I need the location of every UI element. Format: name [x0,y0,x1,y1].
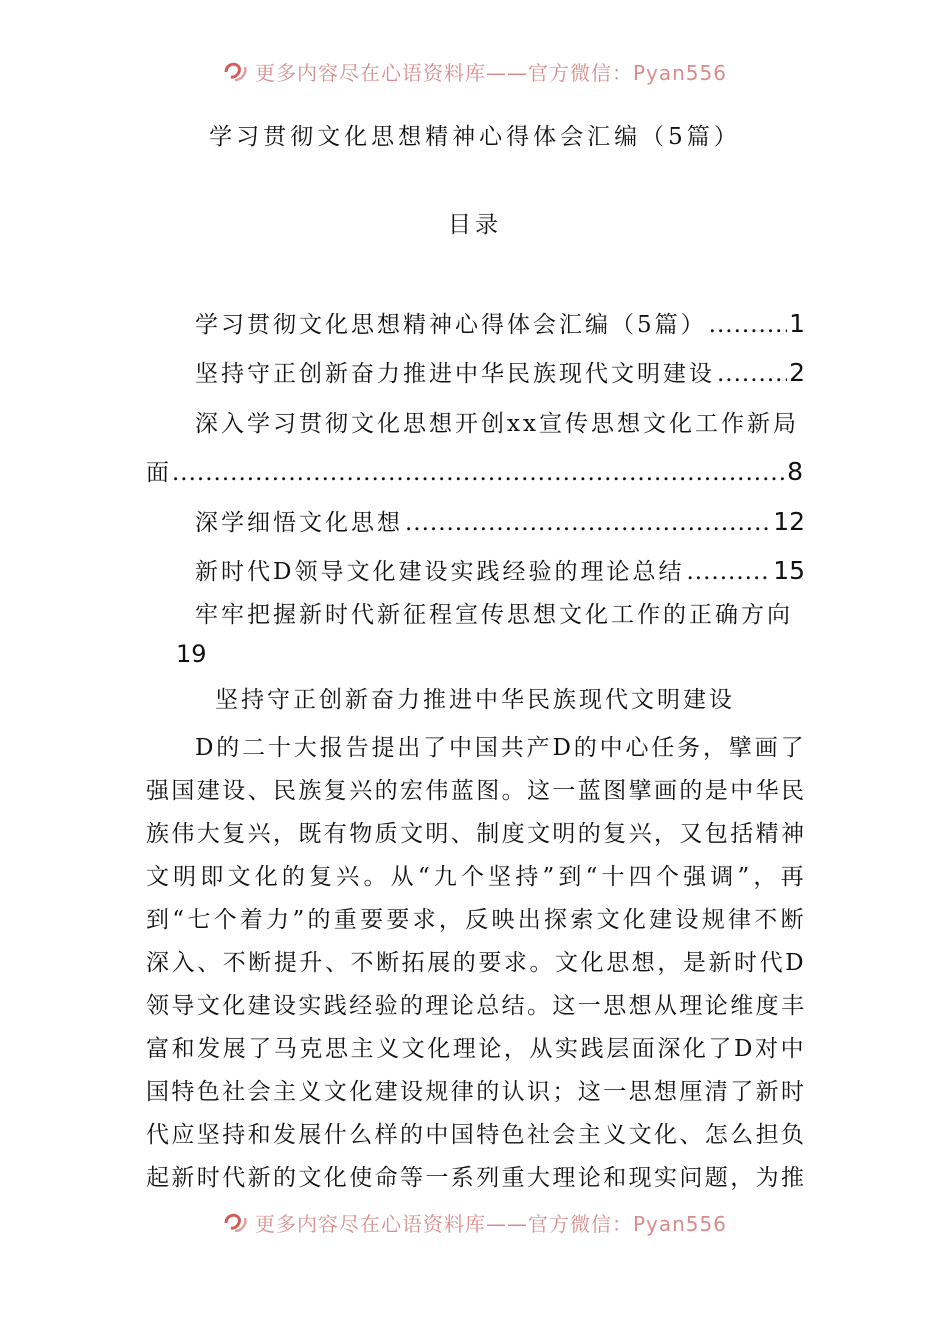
body-text-line: 代应坚持和发展什么样的中国特色社会主义文化、怎么担负 [146,1122,806,1148]
section-title: 坚持守正创新奋力推进中华民族现代文明建设 [215,687,735,713]
toc-entry[interactable] [195,306,805,339]
toc-entry-text: 坚持守正创新奋力推进中华民族现代文明建设 [195,361,715,387]
toc-entry-text: 牢牢把握新时代新征程宣传思想文化工作的正确方向 [195,602,793,628]
toc-entry-page: 1 [789,309,805,338]
toc-entry-text: 深学细悟文化思想 [195,510,403,536]
body-text-line: 族伟大复兴，既有物质文明、制度文明的复兴，又包括精神 [146,821,806,847]
body-text-line: 文明即文化的复兴。从“九个坚持”到“十四个强调”，再 [146,864,806,890]
body-text-line: 强国建设、民族复兴的宏伟蓝图。这一蓝图擘画的是中华民 [146,778,806,804]
watermark-bottom [0,1207,950,1237]
toc-leader-dots [172,460,787,486]
toc-entry-continuation[interactable] [146,454,806,487]
toc-leader-dots [686,559,771,585]
body-text-line: 富和发展了马克思主义文化理论，从实践层面深化了D对中 [146,1036,806,1062]
body-text-line: 起新时代新的文化使命等一系列重大理论和现实问题，为推 [146,1165,806,1191]
toc-leader-dots [709,312,787,338]
toc-entry[interactable] [195,553,805,586]
toc-entry-text: 学习贯彻文化思想精神心得体会汇编（5篇） [195,312,707,338]
toc-entry-text: 面 [146,460,172,486]
body-text-line: 深入、不断提升、不断拓展的要求。文化思想，是新时代D [146,950,806,976]
brand-logo-icon [223,1211,249,1233]
toc-entry[interactable] [195,504,805,537]
toc-entry-page: 19 [176,640,207,668]
toc-entry[interactable] [195,405,805,438]
body-text-line: 到“七个着力”的重要要求，反映出探索文化建设规律不断 [146,907,806,933]
toc-heading: 目录 [448,212,502,238]
brand-logo-icon [223,60,249,82]
toc-entry-page: 12 [773,507,805,536]
toc-entry[interactable] [195,355,805,388]
toc-entry-page: 2 [789,358,805,387]
toc-entry-text: 新时代D领导文化建设实践经验的理论总结 [195,559,685,585]
toc-entry-page: 15 [773,556,805,585]
toc-entry-page: 8 [787,457,806,486]
toc-entry[interactable] [195,596,805,629]
toc-leader-dots [717,361,787,387]
body-text-line: 领导文化建设实践经验的理论总结。这一思想从理论维度丰 [146,993,806,1019]
toc-leader-dots [405,510,771,536]
watermark-top [0,56,950,86]
document-title: 学习贯彻文化思想精神心得体会汇编（5篇） [209,124,741,150]
body-text-line: D的二十大报告提出了中国共产D的中心任务，擘画了 [195,735,806,761]
body-text-line: 国特色社会主义文化建设规律的认识；这一思想厘清了新时 [146,1079,806,1105]
toc-entry-text: 深入学习贯彻文化思想开创xx宣传思想文化工作新局 [195,411,799,437]
watermark-text: 更多内容尽在心语资料库——官方微信：Pyan556 [254,60,727,85]
watermark-text: 更多内容尽在心语资料库——官方微信：Pyan556 [254,1211,727,1236]
